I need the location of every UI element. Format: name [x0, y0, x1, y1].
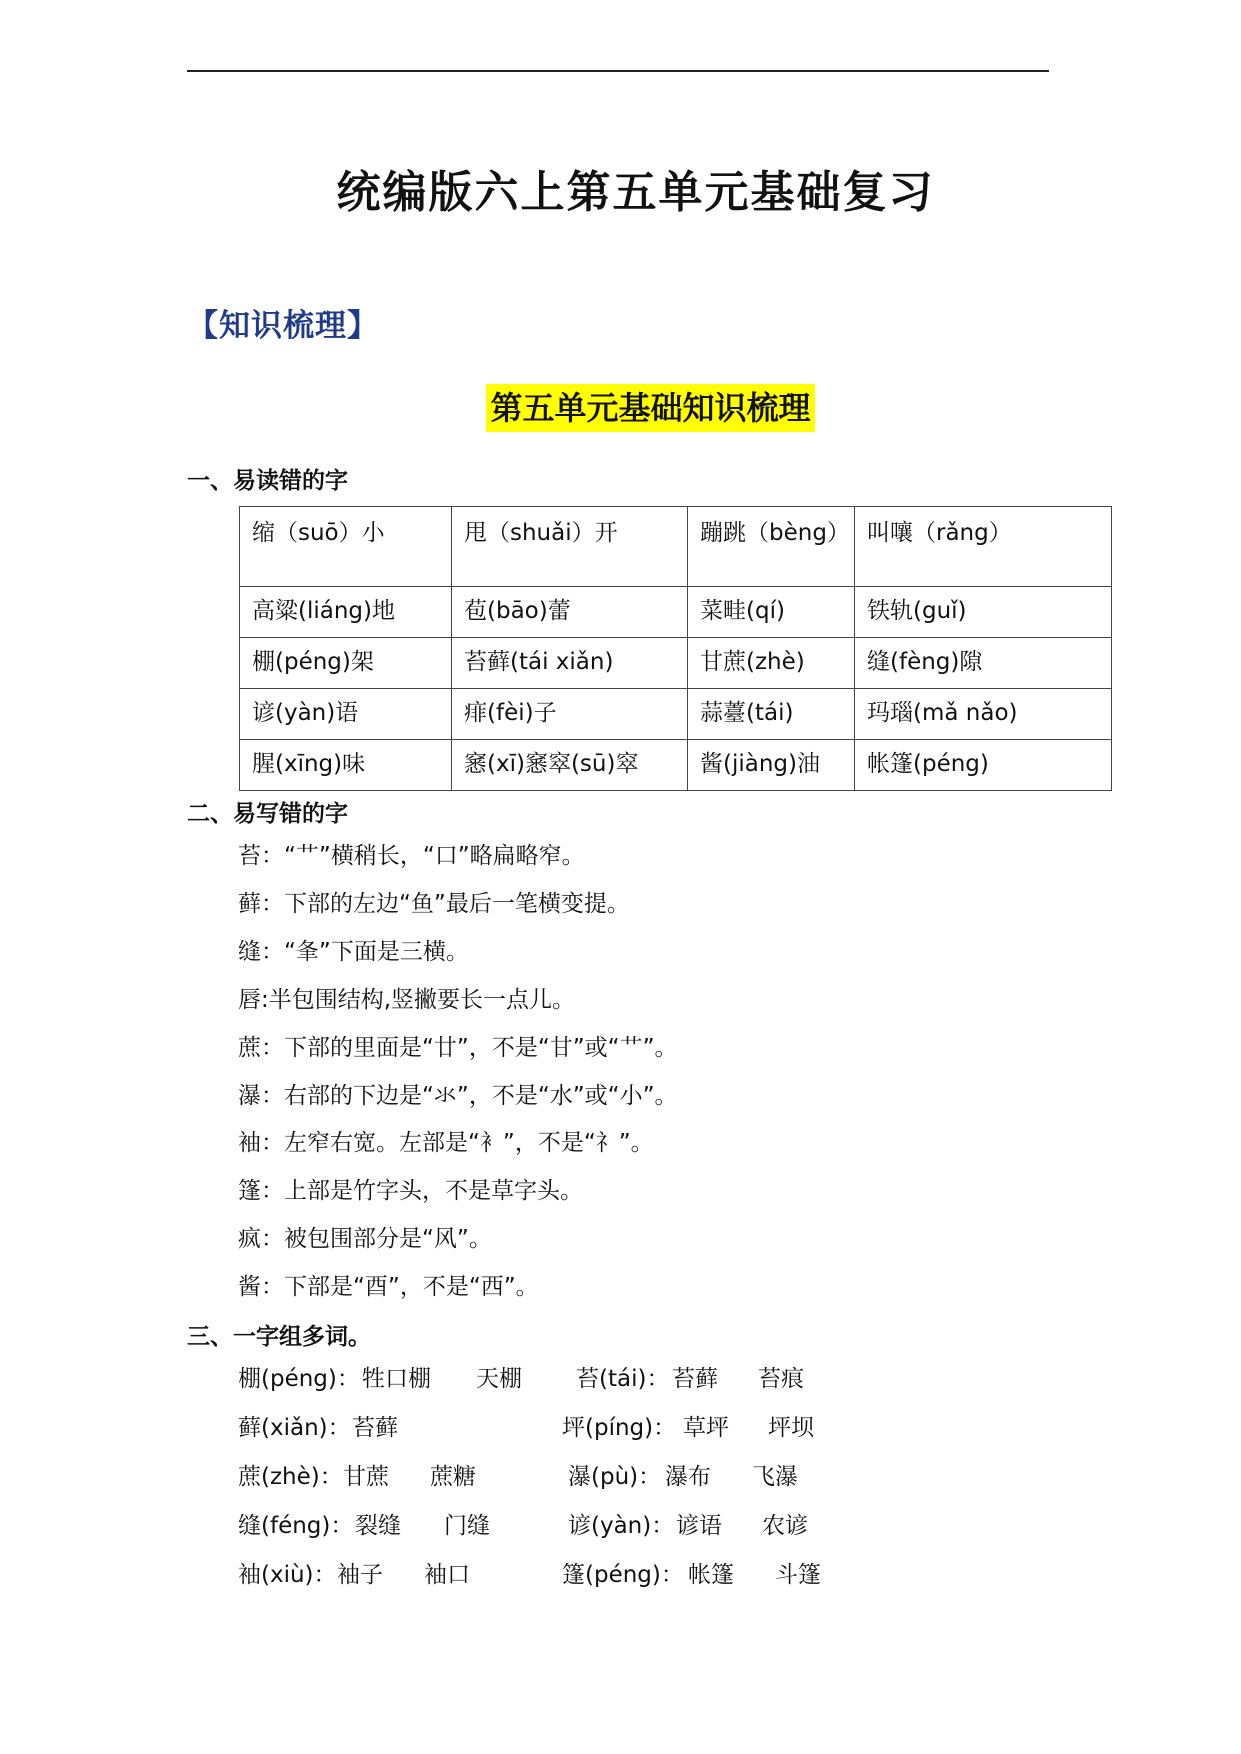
- table-cell: 缝(fèng)隙: [855, 638, 1112, 689]
- list-item: 缝：“夆”下面是三横。: [238, 939, 469, 965]
- word-group-word: 蔗糖: [430, 1464, 476, 1490]
- word-group-head: 坪(píng)：: [562, 1415, 677, 1441]
- word-group-head: 瀑(pù)：: [568, 1464, 662, 1490]
- heading-hard-to-write: 二、易写错的字: [187, 801, 348, 827]
- word-group-head: 谚(yàn)：: [568, 1513, 675, 1539]
- word-group-word: 帐篷: [688, 1562, 734, 1588]
- table-cell: 棚(péng)架: [240, 638, 452, 689]
- word-group-word: 农谚: [762, 1513, 808, 1539]
- table-cell: 蹦跳（bèng）: [688, 507, 855, 587]
- word-group-word: 甘蔗: [343, 1464, 389, 1490]
- table-row: [240, 507, 1112, 587]
- word-group-word: 斗篷: [775, 1562, 821, 1588]
- list-item: 瀑：右部的下边是“氺”，不是“水”或“小”。: [238, 1083, 678, 1109]
- word-group-word: 天棚: [476, 1366, 522, 1392]
- word-group-head: 篷(péng)：: [562, 1562, 684, 1588]
- word-group-word: 苔痕: [758, 1366, 804, 1392]
- list-item: 酱：下部是“酉”，不是“西”。: [238, 1274, 539, 1300]
- word-group-word: 门缝: [444, 1513, 490, 1539]
- list-item: 蔗：下部的里面是“廿”，不是“甘”或“艹”。: [238, 1035, 678, 1061]
- table-cell: 帐篷(péng): [855, 740, 1112, 791]
- word-group-word: 谚语: [676, 1513, 722, 1539]
- word-group-word: 牲口棚: [362, 1366, 431, 1392]
- word-group-word: 苔藓: [352, 1415, 398, 1441]
- heading-word-groups: 三、一字组多词。: [187, 1324, 371, 1350]
- list-item: 疯：被包围部分是“风”。: [238, 1226, 492, 1252]
- word-group-word: 瀑布: [665, 1464, 711, 1490]
- table-cell: 酱(jiàng)油: [688, 740, 855, 791]
- table-cell: 腥(xīng)味: [240, 740, 452, 791]
- word-group-head: 棚(péng)：: [238, 1366, 360, 1392]
- heading-hard-to-read: 一、易读错的字: [187, 468, 348, 494]
- list-item: 苔：“艹”横稍长，“口”略扁略窄。: [238, 843, 585, 869]
- pronunciation-table: [239, 506, 1112, 791]
- table-cell: 谚(yàn)语: [240, 689, 452, 740]
- word-group-word: 坪坝: [768, 1415, 814, 1441]
- subtitle-wrap: [0, 384, 1241, 432]
- table-cell: 铁轨(guǐ): [855, 587, 1112, 638]
- list-item: 篷：上部是竹字头，不是草字头。: [238, 1178, 583, 1204]
- table-row: [240, 638, 1112, 689]
- list-item: 藓：下部的左边“鱼”最后一笔横变提。: [238, 891, 630, 917]
- table-row: [240, 740, 1112, 791]
- table-cell: 苔藓(tái xiǎn): [452, 638, 688, 689]
- table-cell: 菜畦(qí): [688, 587, 855, 638]
- table-cell: 高粱(liáng)地: [240, 587, 452, 638]
- list-item: 唇:半包围结构,竖撇要长一点儿。: [238, 987, 576, 1013]
- table-cell: 痱(fèi)子: [452, 689, 688, 740]
- word-group-head: 藓(xiǎn)：: [238, 1415, 351, 1441]
- table-cell: 窸(xī)窸窣(sū)窣: [452, 740, 688, 791]
- table-cell: 蒜薹(tái): [688, 689, 855, 740]
- word-group-head: 缝(féng)：: [238, 1513, 354, 1539]
- section-tag: 【知识梳理】: [187, 308, 379, 344]
- word-group-word: 草坪: [683, 1415, 729, 1441]
- table-cell: 缩（suō）小: [240, 507, 452, 587]
- word-group-word: 袖口: [424, 1562, 470, 1588]
- word-group-word: 苔藓: [672, 1366, 718, 1392]
- word-group-word: 裂缝: [355, 1513, 401, 1539]
- page-title: 统编版六上第五单元基础复习: [336, 167, 935, 218]
- word-group-head: 蔗(zhè)：: [238, 1464, 343, 1490]
- list-item: 袖：左窄右宽。左部是“衤”，不是“礻”。: [238, 1130, 654, 1156]
- table-cell: 甩（shuǎi）开: [452, 507, 688, 587]
- word-group-head: 袖(xiù)：: [238, 1562, 337, 1588]
- highlighted-subtitle: 第五单元基础知识梳理: [486, 384, 814, 432]
- word-group-word: 飞瀑: [752, 1464, 798, 1490]
- table-cell: 甘蔗(zhè): [688, 638, 855, 689]
- table-cell: 苞(bāo)蕾: [452, 587, 688, 638]
- word-group-word: 袖子: [337, 1562, 383, 1588]
- word-group-head: 苔(tái)：: [576, 1366, 670, 1392]
- table-row: [240, 587, 1112, 638]
- table-cell: 玛瑙(mǎ nǎo): [855, 689, 1112, 740]
- table-cell: 叫嚷（rǎng）: [855, 507, 1112, 587]
- header-rule: [187, 70, 1049, 72]
- table-row: [240, 689, 1112, 740]
